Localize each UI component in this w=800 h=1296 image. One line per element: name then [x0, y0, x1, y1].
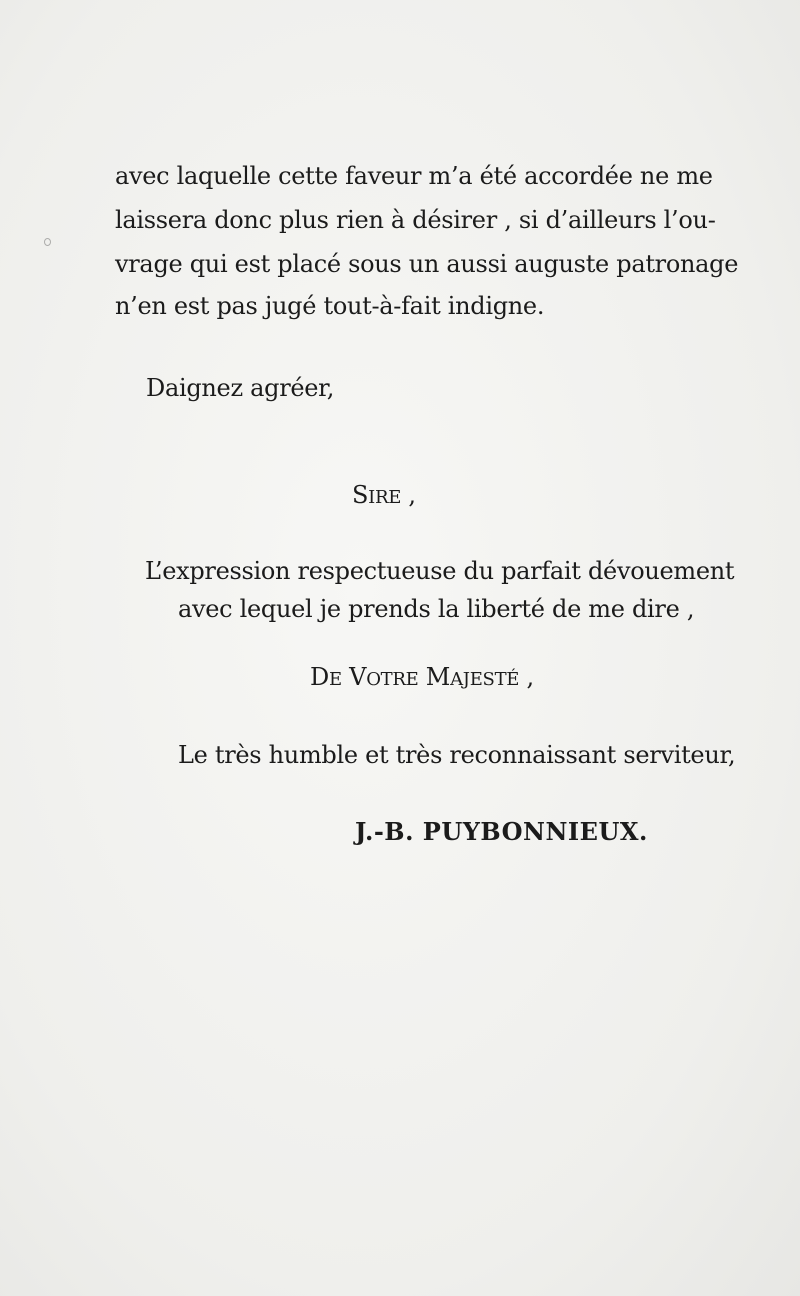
majesty-w2-initial: V [349, 663, 367, 691]
majesty-w2-rest: OTRE [366, 669, 419, 690]
body-line-4: n’en est pas jugé tout-à-fait indigne. [115, 292, 545, 320]
majesty-punct: , [519, 663, 534, 691]
majesty-w1-rest: E [328, 669, 342, 690]
body-line-3: vrage qui est placé sous un aussi auguste patronage [115, 250, 739, 278]
body-line-1: avec laquelle cette faveur m’a été accordée ne me [115, 162, 713, 190]
majesty-w1-initial: D [310, 663, 329, 691]
expression-line-2: avec lequel je prends la liberté de me dire , [178, 595, 695, 623]
salutation-initial: S [352, 481, 369, 509]
majesty-w3-initial: M [425, 663, 451, 691]
closing-greeting: Daignez agréer, [146, 374, 335, 402]
majesty-w3-rest: AJESTÉ [450, 669, 520, 690]
show-through-text [115, 140, 739, 1136]
body-line-2: laissera donc plus rien à désirer , si d’ailleurs l’ou- [115, 206, 716, 234]
expression-line-1: L’expression respectueuse du parfait dévouement [145, 557, 735, 585]
signature: J.-B. PUYBONNIEUX. [355, 817, 648, 846]
majesty-heading [310, 662, 534, 695]
servant-line: Le très humble et très reconnaissant serviteur, [178, 741, 736, 769]
salutation-punct: , [401, 481, 416, 509]
salutation [352, 480, 416, 513]
paper-speck [44, 238, 51, 246]
salutation-rest: IRE [368, 487, 402, 508]
